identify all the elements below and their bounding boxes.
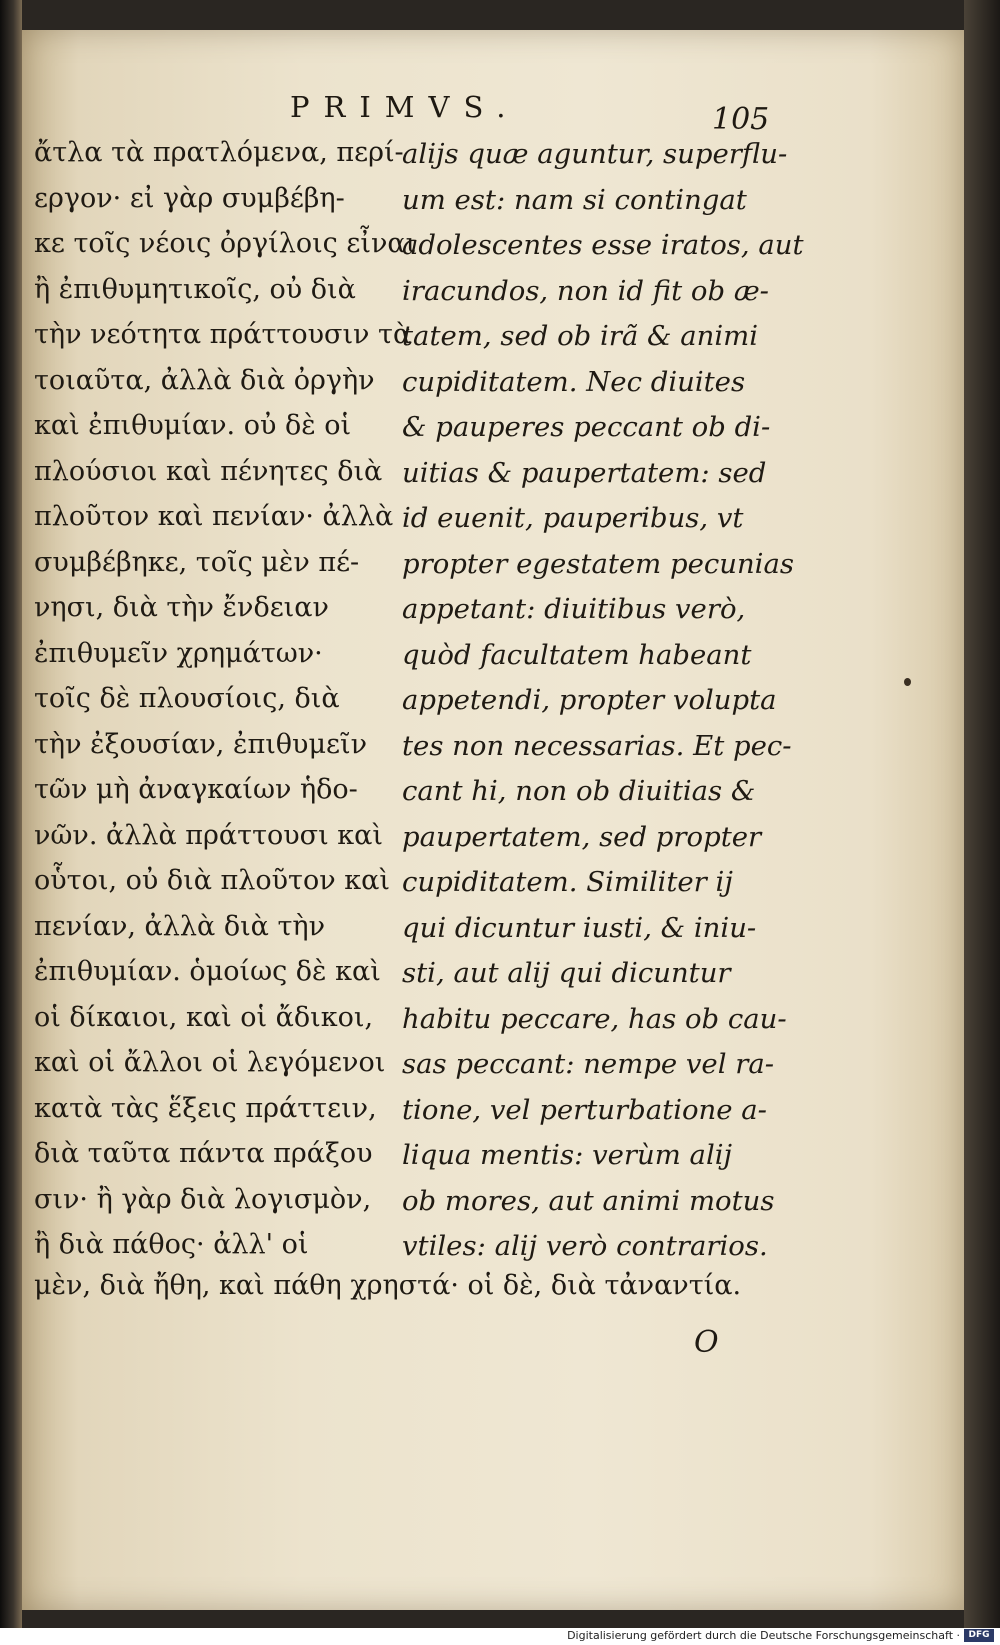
latin-line: iracundos, non id fit ob æ-	[402, 274, 769, 307]
dfg-logo-badge: DFG	[964, 1629, 994, 1642]
latin-line: cupiditatem. Nec diuites	[402, 365, 746, 398]
latin-line: adolescentes esse iratos, aut	[402, 229, 804, 261]
greek-full-width-line: μὲν, διὰ ἤθη, καὶ πάθη χρηστά· οἱ δὲ, διὰ τἀναντία.	[34, 1270, 742, 1301]
greek-line: ἢ διὰ πάθος· ἀλλ' οἱ	[34, 1229, 309, 1260]
greek-line: ἄτλα τὰ πρατλόμενα, περί-	[34, 137, 404, 168]
greek-line: τοιαῦτα, ἀλλὰ διὰ ὀργὴν	[34, 364, 375, 396]
page-number: 105	[712, 102, 770, 137]
greek-line: κατὰ τὰς ἕξεις πράττειν,	[34, 1092, 377, 1124]
greek-line: εργον· εἰ γὰρ συμβέβη-	[34, 182, 345, 214]
greek-line: πλούσιοι καὶ πένητες διὰ	[34, 455, 383, 487]
latin-line: cupiditatem. Similiter ij	[402, 866, 733, 898]
greek-line: πλοῦτον καὶ πενίαν· ἀλλὰ	[34, 501, 394, 532]
latin-line: sas peccant: nempe vel ra-	[402, 1048, 775, 1080]
book-page	[22, 30, 964, 1610]
latin-line: & pauperes peccant ob di-	[402, 411, 771, 443]
greek-line: οὗτοι, οὐ διὰ πλοῦτον καὶ	[34, 865, 390, 896]
latin-line: ob mores, aut animi motus	[402, 1184, 775, 1217]
greek-line: καὶ ἐπιθυμίαν. οὐ δὲ οἱ	[34, 410, 352, 441]
latin-line: propter egestatem pecunias	[402, 547, 794, 580]
greek-line: τοῖς δὲ πλουσίοις, διὰ	[34, 683, 340, 714]
greek-line: ἢ ἐπιθυμητικοῖς, οὐ διὰ	[34, 273, 356, 305]
greek-line: νησι, διὰ τὴν ἔνδειαν	[34, 592, 329, 623]
greek-line: συμβέβηκε, τοῖς μὲν πέ-	[34, 546, 360, 578]
latin-column	[402, 132, 804, 1270]
greek-column	[34, 130, 417, 1268]
latin-line: cant hi, non ob diuitias &	[402, 775, 756, 807]
greek-line: ἐπιθυμίαν. ὁμοίως δὲ καὶ	[34, 956, 381, 987]
greek-line: ἐπιθυμεῖν χρημάτων·	[34, 637, 323, 669]
catchword: O	[694, 1325, 719, 1360]
greek-line: νῶν. ἀλλὰ πράττουσι καὶ	[34, 819, 383, 851]
latin-line: paupertatem, sed propter	[402, 820, 762, 853]
latin-line: sti, aut alij qui dicuntur	[402, 957, 731, 989]
greek-line: καὶ οἱ ἄλλοι οἱ λεγόμενοι	[34, 1047, 386, 1078]
latin-line: tatem, sed ob irã & animi	[402, 320, 759, 352]
greek-line: διὰ ταῦτα πάντα πράξου	[34, 1138, 373, 1169]
greek-line: πενίαν, ἀλλὰ διὰ τὴν	[34, 910, 326, 942]
greek-line: κε τοῖς νέοις ὀργίλοις εἶναι	[34, 228, 417, 259]
greek-line: τῶν μὴ ἀναγκαίων ἡδο-	[34, 774, 358, 805]
latin-line: tione, vel perturbatione a-	[402, 1093, 767, 1126]
latin-line: quòd facultatem habeant	[402, 638, 752, 671]
latin-line: um est: nam si contingat	[402, 183, 747, 216]
latin-line: id euenit, pauperibus, vt	[402, 502, 744, 534]
latin-line: habitu peccare, has ob cau-	[402, 1002, 787, 1035]
digitization-credit: Digitalisierung gefördert durch die Deutsche Forschungsgemeinschaft ·	[567, 1629, 960, 1642]
scan-edge-right	[964, 0, 1000, 1645]
latin-line: appetendi, propter volupta	[402, 684, 777, 716]
latin-line: qui dicuntur iusti, & iniu-	[402, 911, 757, 944]
greek-line: τὴν ἐξουσίαν, ἐπιθυμεῖν	[34, 728, 367, 760]
greek-line: οἱ δίκαιοι, καὶ οἱ ἄδικοι,	[34, 1001, 374, 1033]
ink-speck	[904, 678, 911, 686]
latin-line: vtiles: alij verò contrarios.	[402, 1230, 768, 1262]
running-head: PRIMVS.	[290, 90, 520, 124]
scan-edge-left	[0, 0, 22, 1645]
latin-line: liqua mentis: verùm alij	[402, 1139, 733, 1171]
greek-line: σιν· ἢ γὰρ διὰ λογισμὸν,	[34, 1183, 372, 1215]
latin-line: alijs quæ aguntur, superflu-	[402, 138, 788, 170]
latin-line: appetant: diuitibus verò,	[402, 593, 746, 625]
latin-line: tes non necessarias. Et pec-	[402, 729, 792, 762]
latin-line: uitias & paupertatem: sed	[402, 456, 767, 489]
greek-line: τὴν νεότητα πράττουσιν τὰ	[34, 319, 412, 350]
